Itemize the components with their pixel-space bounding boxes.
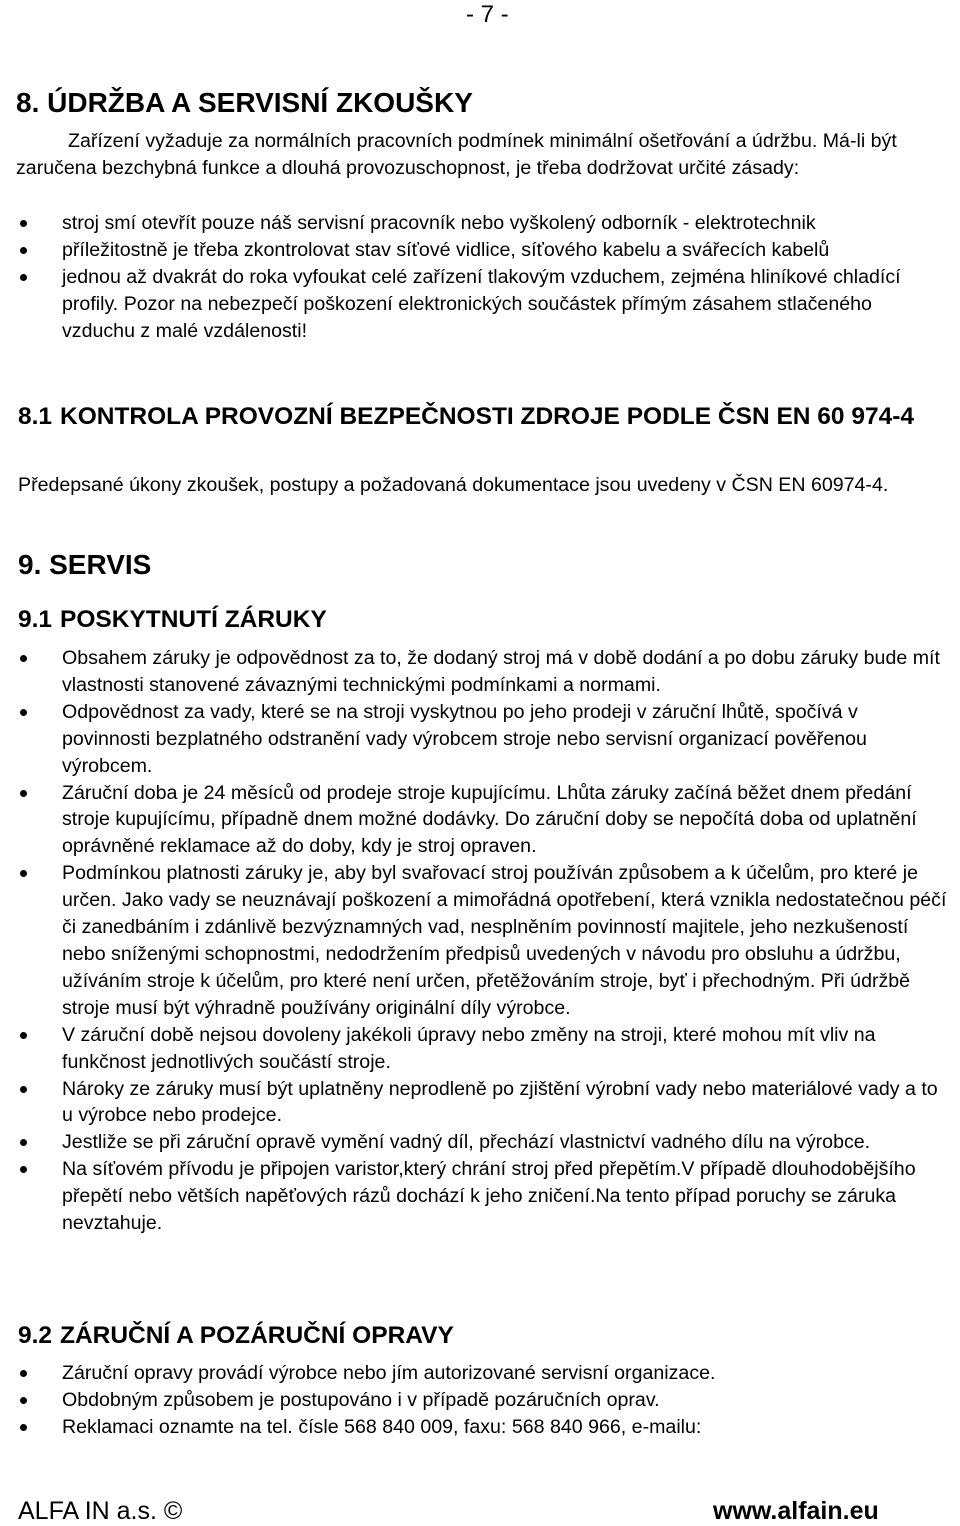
section-8-list xyxy=(17,210,957,345)
section-9-1-heading: POSKYTNUTÍ ZÁRUKY xyxy=(60,606,327,633)
list-item: Obdobným způsobem je postupováno i v případě pozáručních oprav. xyxy=(17,1387,947,1414)
list-item: Jestliže se při záruční opravě vymění vadný díl, přechází vlastnictví vadného dílu na výrobce. xyxy=(17,1129,947,1156)
page-number: - 7 - xyxy=(466,1,509,28)
bullet-icon xyxy=(20,1370,27,1377)
section-8-heading: 8. ÚDRŽBA A SERVISNÍ ZKOUŠKY xyxy=(16,87,473,118)
list-item: Podmínkou platnosti záruky je, aby byl svařovací stroj používán způsobem a k účelům, pro které je určen. Jako vady se neuznávají poškození a mimořádná opotřebení, která vznikla nedostatečnou péčí či zanedbáním i zdánlivě bezvýznamných vad, nesplněním povinností majitele, jeho nezkušeností nebo sníženými schopnostmi, nedodržením předpisů uvedených v návodu pro obsluhu a údržbu, užíváním stroje k účelům, pro které není určen, přetěžováním stroje, byť i přechodným. Při údržbě stroje musí být výhradně používány originální díly výrobce. xyxy=(17,860,947,1021)
bullet-icon xyxy=(20,220,27,227)
list-item: Na síťovém přívodu je připojen varistor,který chrání stroj před přepětím.V případě dlouhodobějšího přepětí nebo větších napěťových rázů dochází k jeho zničení.Na tento případ poruchy se záruka nevztahuje. xyxy=(17,1156,947,1237)
list-item: V záruční době nejsou dovoleny jakékoli úpravy nebo změny na stroji, které mohou mít vliv na funkčnost jednotlivých součástí stroje. xyxy=(17,1022,947,1076)
section-9-1-number: 9.1 xyxy=(18,606,53,633)
section-9-2-list xyxy=(17,1360,947,1441)
bullet-icon xyxy=(20,1139,27,1146)
footer-company: ALFA IN a.s. © xyxy=(18,1497,183,1525)
bullet-icon xyxy=(20,790,27,797)
section-8-1-number: 8.1 xyxy=(18,403,53,430)
bullet-icon xyxy=(20,655,27,662)
section-9-1-list xyxy=(17,645,947,1237)
bullet-icon xyxy=(20,709,27,716)
list-item: Záruční doba je 24 měsíců od prodeje stroje kupujícímu. Lhůta záruky začíná běžet dnem předání stroje kupujícímu, případně dnem možné dodávky. Do záruční doby se nepočítá doba od uplatnění oprávněné reklamace až do doby, kdy je stroj opraven. xyxy=(17,780,947,861)
section-8-1-text: Předepsané úkony zkoušek, postupy a požadovaná dokumentace jsou uvedeny v ČSN EN 60974-4. xyxy=(18,474,889,496)
section-9-heading: 9. SERVIS xyxy=(18,549,152,580)
list-item: jednou až dvakrát do roka vyfoukat celé zařízení tlakovým vzduchem, zejména hliníkové chladící profily. Pozor na nebezpečí poškození elektronických součástek přímým zásahem stlačeného vzduchu z malé vzdálenosti! xyxy=(17,264,957,345)
list-item: příležitostně je třeba zkontrolovat stav síťové vidlice, síťového kabelu a svářecích kabelů xyxy=(17,237,957,264)
section-8-intro: Zařízení vyžaduje za normálních pracovních podmínek minimální ošetřování a údržbu. Má-li být zaručena bezchybná funkce a dlouhá provozuschopnost, je třeba dodržovat určité zásady: xyxy=(16,130,897,179)
list-item: Reklamaci oznamte na tel. čísle 568 840 009, faxu: 568 840 966, e-mailu: xyxy=(17,1414,947,1441)
section-8-1-heading: KONTROLA PROVOZNÍ BEZPEČNOSTI ZDROJE PODLE ČSN EN 60 974-4 xyxy=(60,403,915,430)
list-item: stroj smí otevřít pouze náš servisní pracovník nebo vyškolený odborník - elektrotechnik xyxy=(17,210,957,237)
footer-website: www.alfain.eu xyxy=(713,1497,879,1525)
bullet-icon xyxy=(20,274,27,281)
bullet-icon xyxy=(20,1424,27,1431)
bullet-icon xyxy=(20,870,27,877)
section-9-2-heading: ZÁRUČNÍ A POZÁRUČNÍ OPRAVY xyxy=(60,1322,454,1349)
bullet-icon xyxy=(20,1032,27,1039)
list-item: Odpovědnost za vady, které se na stroji vyskytnou po jeho prodeji v záruční lhůtě, spočívá v povinnosti bezplatného odstranění vady výrobcem stroje nebo servisní organizací pověřenou výrobcem. xyxy=(17,699,947,780)
bullet-icon xyxy=(20,1397,27,1404)
section-9-2-number: 9.2 xyxy=(18,1322,53,1349)
bullet-icon xyxy=(20,247,27,254)
list-item: Záruční opravy provádí výrobce nebo jím autorizované servisní organizace. xyxy=(17,1360,947,1387)
bullet-icon xyxy=(20,1166,27,1173)
bullet-icon xyxy=(20,1086,27,1093)
list-item: Obsahem záruky je odpovědnost za to, že dodaný stroj má v době dodání a po dobu záruky bude mít vlastnosti stanovené závaznými technickými podmínkami a normami. xyxy=(17,645,947,699)
list-item: Nároky ze záruky musí být uplatněny neprodleně po zjištění výrobní vady nebo materiálové vady a to u výrobce nebo prodejce. xyxy=(17,1076,947,1130)
